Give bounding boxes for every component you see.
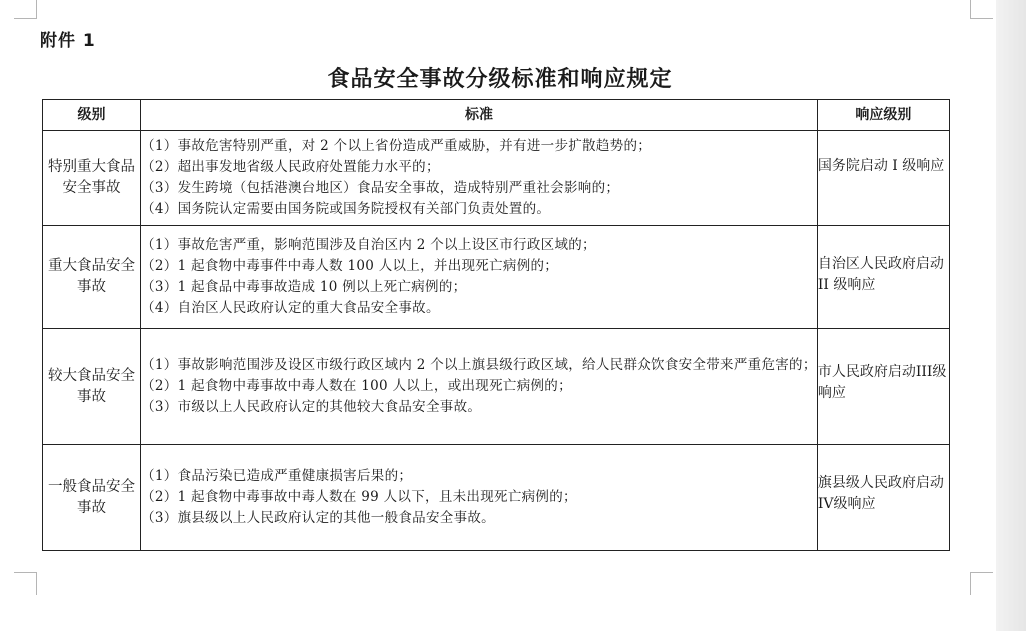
table-row [43,329,950,445]
header-standard: 标准 [141,100,818,131]
attachment-label: 附件 1 [40,31,96,51]
standard-item: （1）食品污染已造成严重健康损害后果的； [141,468,413,484]
response-text: 旗县级人民政府启动IV级响应 [817,475,944,512]
standard-item: （2）1 起食物中毒事件中毒人数 100 人以上，并出现死亡病例的； [141,258,559,274]
standard-item: （4）自治区人民政府认定的重大食品安全事故。 [141,300,440,316]
header-response: 响应级别 [817,100,949,131]
crop-mark-top-right [970,0,993,19]
table-row [43,131,950,226]
standard-item: （2）1 起食物中毒事故中毒人数在 100 人以上，或出现死亡病例的； [141,378,572,394]
standard-item: （4）国务院认定需要由国务院或国务院授权有关部门负责处置的。 [141,201,551,217]
response-cell [817,445,949,551]
response-cell [817,131,949,226]
response-text: 市人民政府启动III级响应 [817,364,947,401]
standard-item: （2）超出事发地省级人民政府处置能力水平的； [141,159,440,175]
standard-item: （1）事故危害特别严重，对 2 个以上省份造成严重威胁，并有进一步扩散趋势的； [141,138,652,154]
standard-cell [141,226,818,329]
response-text: 国务院启动 I 级响应 [817,158,945,174]
document-title: 食品安全事故分级标准和响应规定 [327,67,673,92]
standard-item: （1）事故危害严重，影响范围涉及自治区内 2 个以上设区市行政区域的； [141,237,596,253]
table-header-row [43,100,950,131]
crop-mark-top-left [14,0,37,19]
standard-item: （3）发生跨境（包括港澳台地区）食品安全事故，造成特别严重社会影响的； [141,180,620,196]
table-row [43,226,950,329]
level-cell: 较大食品安全事故 [43,329,141,445]
header-level: 级别 [43,100,141,131]
standard-item: （3）旗县级以上人民政府认定的其他一般食品安全事故。 [141,510,495,526]
standard-item: （3）市级以上人民政府认定的其他较大食品安全事故。 [141,399,482,415]
standard-cell [141,131,818,226]
response-cell [817,329,949,445]
response-cell [817,226,949,329]
page-margin-strip [996,0,1026,631]
crop-mark-bottom-left [14,572,37,595]
level-cell: 特别重大食品安全事故 [43,131,141,226]
grading-standard-table [42,99,950,551]
standard-item: （2）1 起食物中毒事故中毒人数在 99 人以下，且未出现死亡病例的； [141,489,577,505]
standard-item: （3）1 起食品中毒事故造成 10 例以上死亡病例的； [141,279,467,295]
standard-item: （1）事故影响范围涉及设区市级行政区域内 2 个以上旗县级行政区域，给人民群众饮食安全带来严重危害的； [141,357,817,373]
table-row [43,445,950,551]
response-text: 自治区人民政府启动 II 级响应 [817,256,944,293]
standard-cell [141,329,818,445]
crop-mark-bottom-right [970,572,993,595]
standard-cell [141,445,818,551]
level-cell: 一般食品安全事故 [43,445,141,551]
level-cell: 重大食品安全事故 [43,226,141,329]
